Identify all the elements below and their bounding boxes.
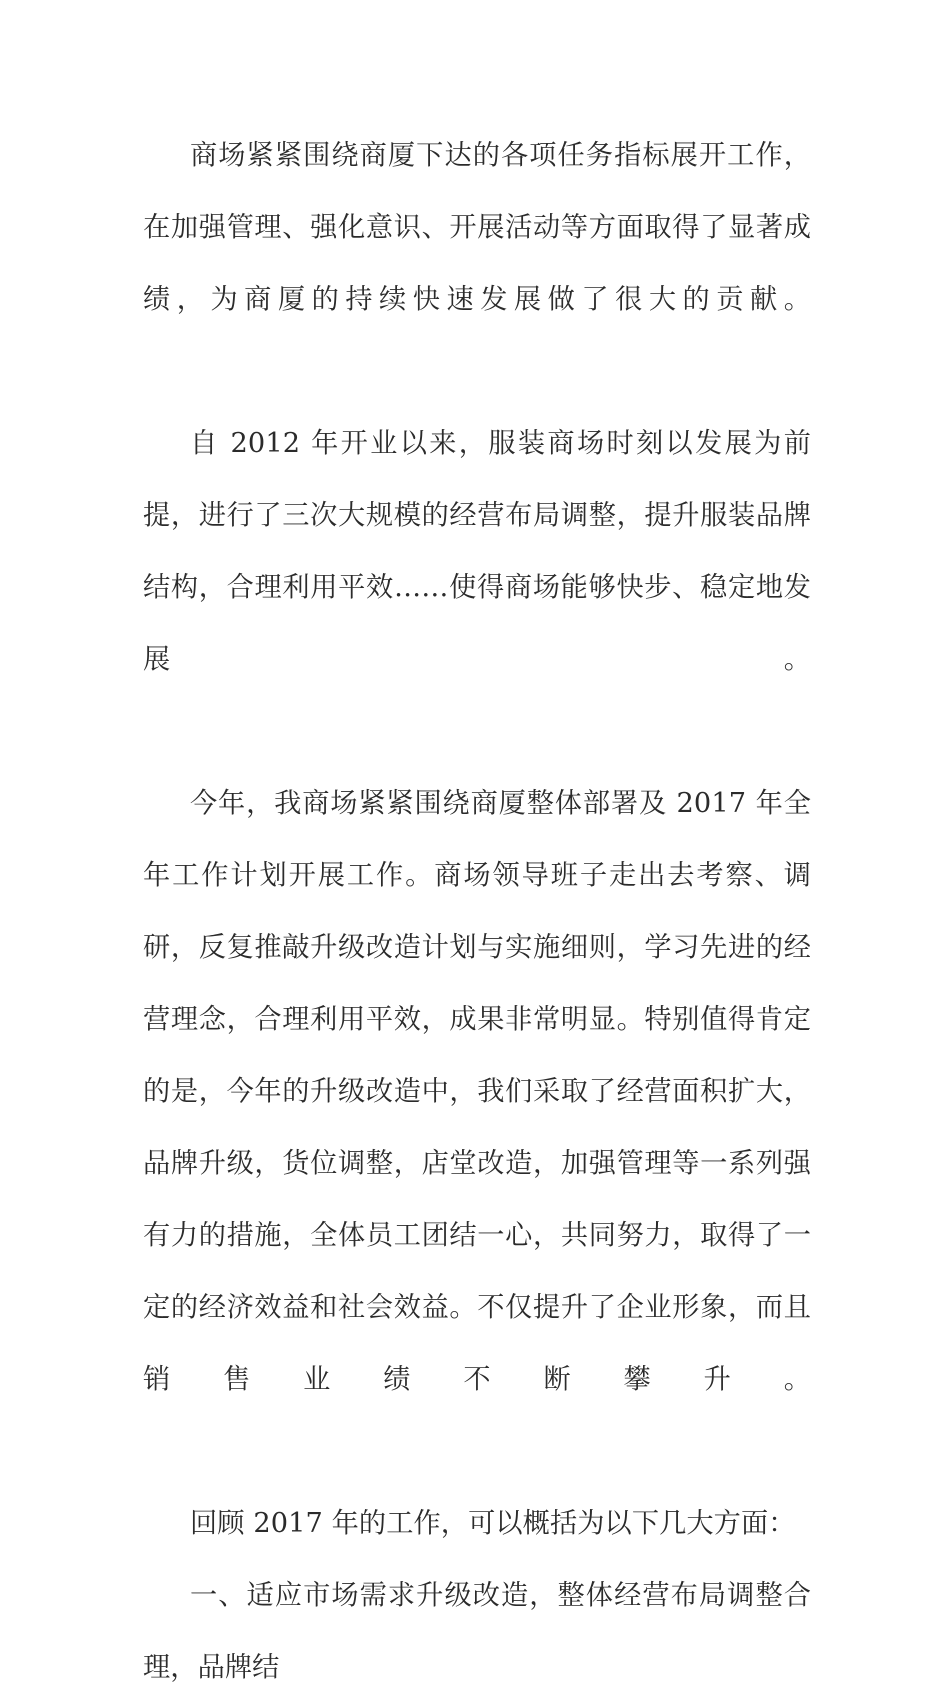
paragraph-4: 回顾 2017 年的工作，可以概括为以下几大方面：	[190, 1508, 796, 1539]
paragraph-2: 自 2012 年开业以来，服装商场时刻以发展为前提，进行了三次大规模的经营布局调整，提升服装品牌结构，合理利用平效……使得商场能够快步、稳定地发展。	[143, 428, 811, 675]
paragraph-5-section-heading: 一、适应市场需求升级改造，整体经营布局调整合理，品牌结	[143, 1580, 811, 1683]
paragraph-3: 今年，我商场紧紧围绕商厦整体部署及 2017 年全年工作计划开展工作。商场领导班子走出去考察、调研，反复推敲升级改造计划与实施细则，学习先进的经营理念，合理利用平效，成果非常明显。特别值得肯定的是，今年的升级改造中，我们采取了经营面积扩大，品牌升级，货位调整，店堂改造，加强管理等一系列强有力的措施，全体员工团结一心，共同努力，取得了一定的经济效益和社会效益。不仅提升了企业形象，而且销售业绩不断攀升。	[143, 788, 811, 1395]
paragraph-1: 商场紧紧围绕商厦下达的各项任务指标展开工作，在加强管理、强化意识、开展活动等方面取得了显著成绩，为商厦的持续快速发展做了很大的贡献。	[143, 140, 811, 315]
document-text-body	[143, 120, 811, 1704]
